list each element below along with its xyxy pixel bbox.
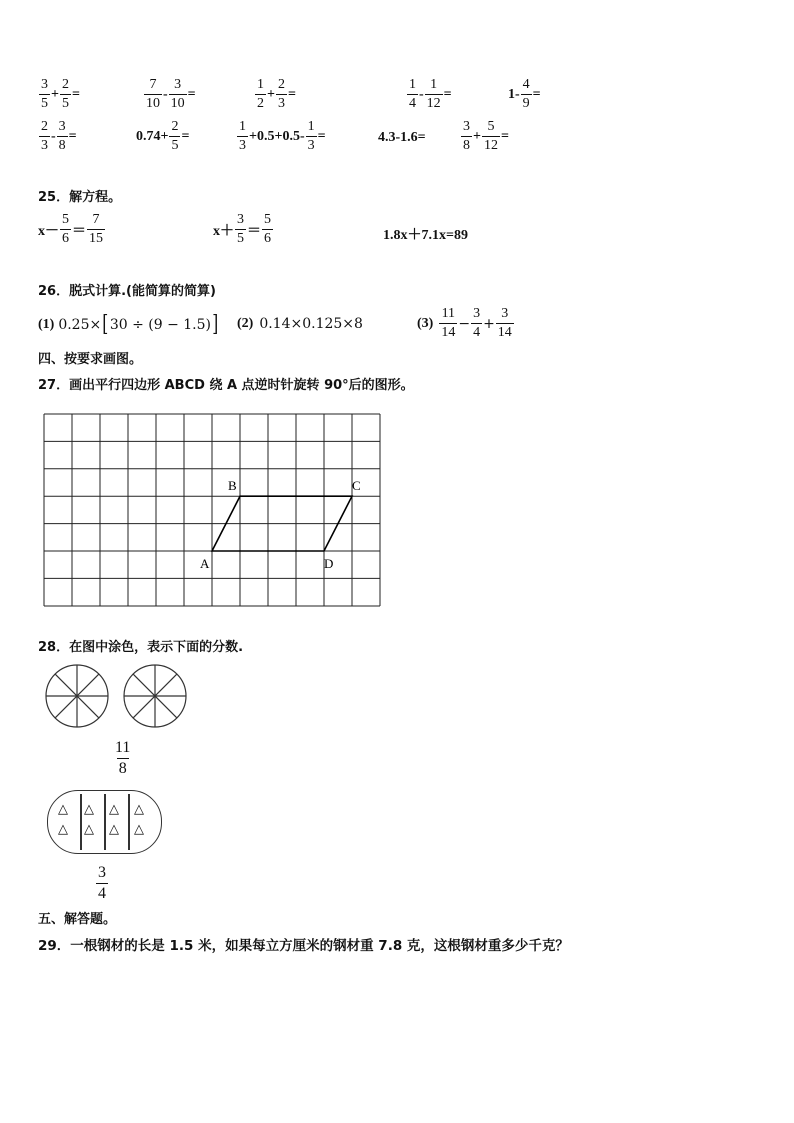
calc-item-r2c5: $\frac{3}{8}$ + $\frac{5}{12}$ = [463, 119, 509, 153]
calc-part-3: (3) $\frac{11}{14}$ − $\frac{3}{4}$ + $\frac{3}{14}$ [417, 306, 512, 340]
circle-1 [46, 665, 108, 727]
fraction: $\frac{1}{3}$ [239, 119, 246, 153]
calc-item-r2c2: 0.74+ $\frac{2}{5}$ = [136, 119, 190, 153]
point-label-b: B [228, 478, 237, 493]
circle-2 [124, 665, 186, 727]
equation-1: x－ $\frac{5}{6}$ ＝ $\frac{7}{15}$ [38, 212, 103, 246]
fraction: $\frac{3}{10}$ [170, 77, 185, 111]
calc-part-1: (1) 0.25× [ 30 ÷ (9 − 1.5) ] [38, 312, 219, 337]
fraction: $\frac{1}{4}$ [409, 77, 416, 111]
point-label-a: A [200, 556, 210, 571]
fraction: $\frac{2}{5}$ [61, 77, 69, 111]
question-29-title: 29．一根钢材的长是 1.5 米，如果每立方厘米的钢材重 7.8 克，这根钢材重多少千克？ [38, 938, 569, 954]
calc-item-r1c1: $\frac{3}{5}$ + $\frac{2}{5}$ = [41, 77, 80, 111]
fraction: $\frac{5}{12}$ [483, 119, 498, 153]
point-label-c: C [352, 478, 361, 493]
fraction-3-4: $\frac{3}{4}$ [98, 864, 106, 902]
fraction-11-8: $\frac{11}{8}$ [115, 739, 131, 777]
divider [80, 794, 82, 850]
triangle-icon: △ [58, 802, 68, 817]
equation-2: x＋ $\frac{3}{5}$ ＝ $\frac{5}{6}$ [213, 212, 271, 246]
fraction: $\frac{2}{5}$ [171, 119, 179, 153]
divider [128, 794, 130, 850]
grid-figure [40, 410, 385, 610]
fraction: $\frac{4}{9}$ [522, 77, 530, 111]
triangle-icon: △ [109, 802, 119, 817]
question-28-title: 28．在图中涂色，表示下面的分数. [38, 640, 244, 655]
triangle-icon: △ [134, 802, 144, 817]
question-25-title: 25．解方程。 [38, 190, 122, 205]
triangle-icon: △ [84, 802, 94, 817]
fraction: $\frac{2}{3}$ [277, 77, 285, 111]
fraction: $\frac{3}{14}$ [497, 306, 512, 340]
fraction: $\frac{7}{10}$ [146, 77, 160, 111]
fraction: $\frac{3}{5}$ [41, 77, 48, 111]
triangle-icon: △ [109, 822, 119, 837]
fraction: $\frac{5}{6}$ [264, 212, 271, 246]
calc-item-r1c4: $\frac{1}{4}$ - $\frac{1}{12}$ = [409, 77, 452, 111]
fraction: $\frac{3}{8}$ [463, 119, 470, 153]
fraction: $\frac{11}{14}$ [441, 306, 456, 340]
calc-item-r1c3: $\frac{1}{2}$ + $\frac{2}{3}$ = [257, 77, 296, 111]
fraction: $\frac{1}{12}$ [426, 77, 441, 111]
calc-part-2: (2) 0.14×0.125×8 [237, 316, 363, 332]
triangle-icon: △ [84, 822, 94, 837]
fraction: $\frac{7}{15}$ [89, 212, 103, 246]
point-label-d: D [324, 556, 334, 571]
circles-figure [42, 664, 202, 734]
fraction: $\frac{2}{3}$ [41, 119, 48, 153]
section-4-heading: 四、按要求画图。 [38, 352, 143, 367]
question-27-title: 27．画出平行四边形 ABCD 绕 A 点逆时针旋转 90°后的图形。 [38, 378, 414, 393]
triangle-icon: △ [58, 822, 68, 837]
grid-lines [44, 414, 380, 606]
fraction: $\frac{5}{6}$ [62, 212, 69, 246]
fraction: $\frac{3}{8}$ [58, 119, 66, 153]
calc-item-r1c2: $\frac{7}{10}$ - $\frac{3}{10}$ = [146, 77, 196, 111]
calc-item-r1c5: 1- $\frac{4}{9}$ = [508, 77, 541, 111]
fraction: $\frac{1}{3}$ [307, 119, 315, 153]
calc-item-r2c1: $\frac{2}{3}$ - $\frac{3}{8}$ = [41, 119, 77, 153]
equation-3: 1.8x＋7.1x=89 [383, 228, 468, 243]
fraction: $\frac{1}{2}$ [257, 77, 264, 111]
fraction: $\frac{3}{4}$ [473, 306, 481, 340]
section-5-heading: 五、解答题。 [38, 912, 117, 927]
calc-item-r2c4: 4.3-1.6= [378, 130, 426, 145]
fraction: $\frac{3}{5}$ [237, 212, 244, 246]
question-26-title: 26．脱式计算.(能简算的简算) [38, 284, 216, 299]
triangle-icon: △ [134, 822, 144, 837]
calc-item-r2c3: $\frac{1}{3}$ +0.5+0.5- $\frac{1}{3}$ = [239, 119, 326, 153]
divider [104, 794, 106, 850]
